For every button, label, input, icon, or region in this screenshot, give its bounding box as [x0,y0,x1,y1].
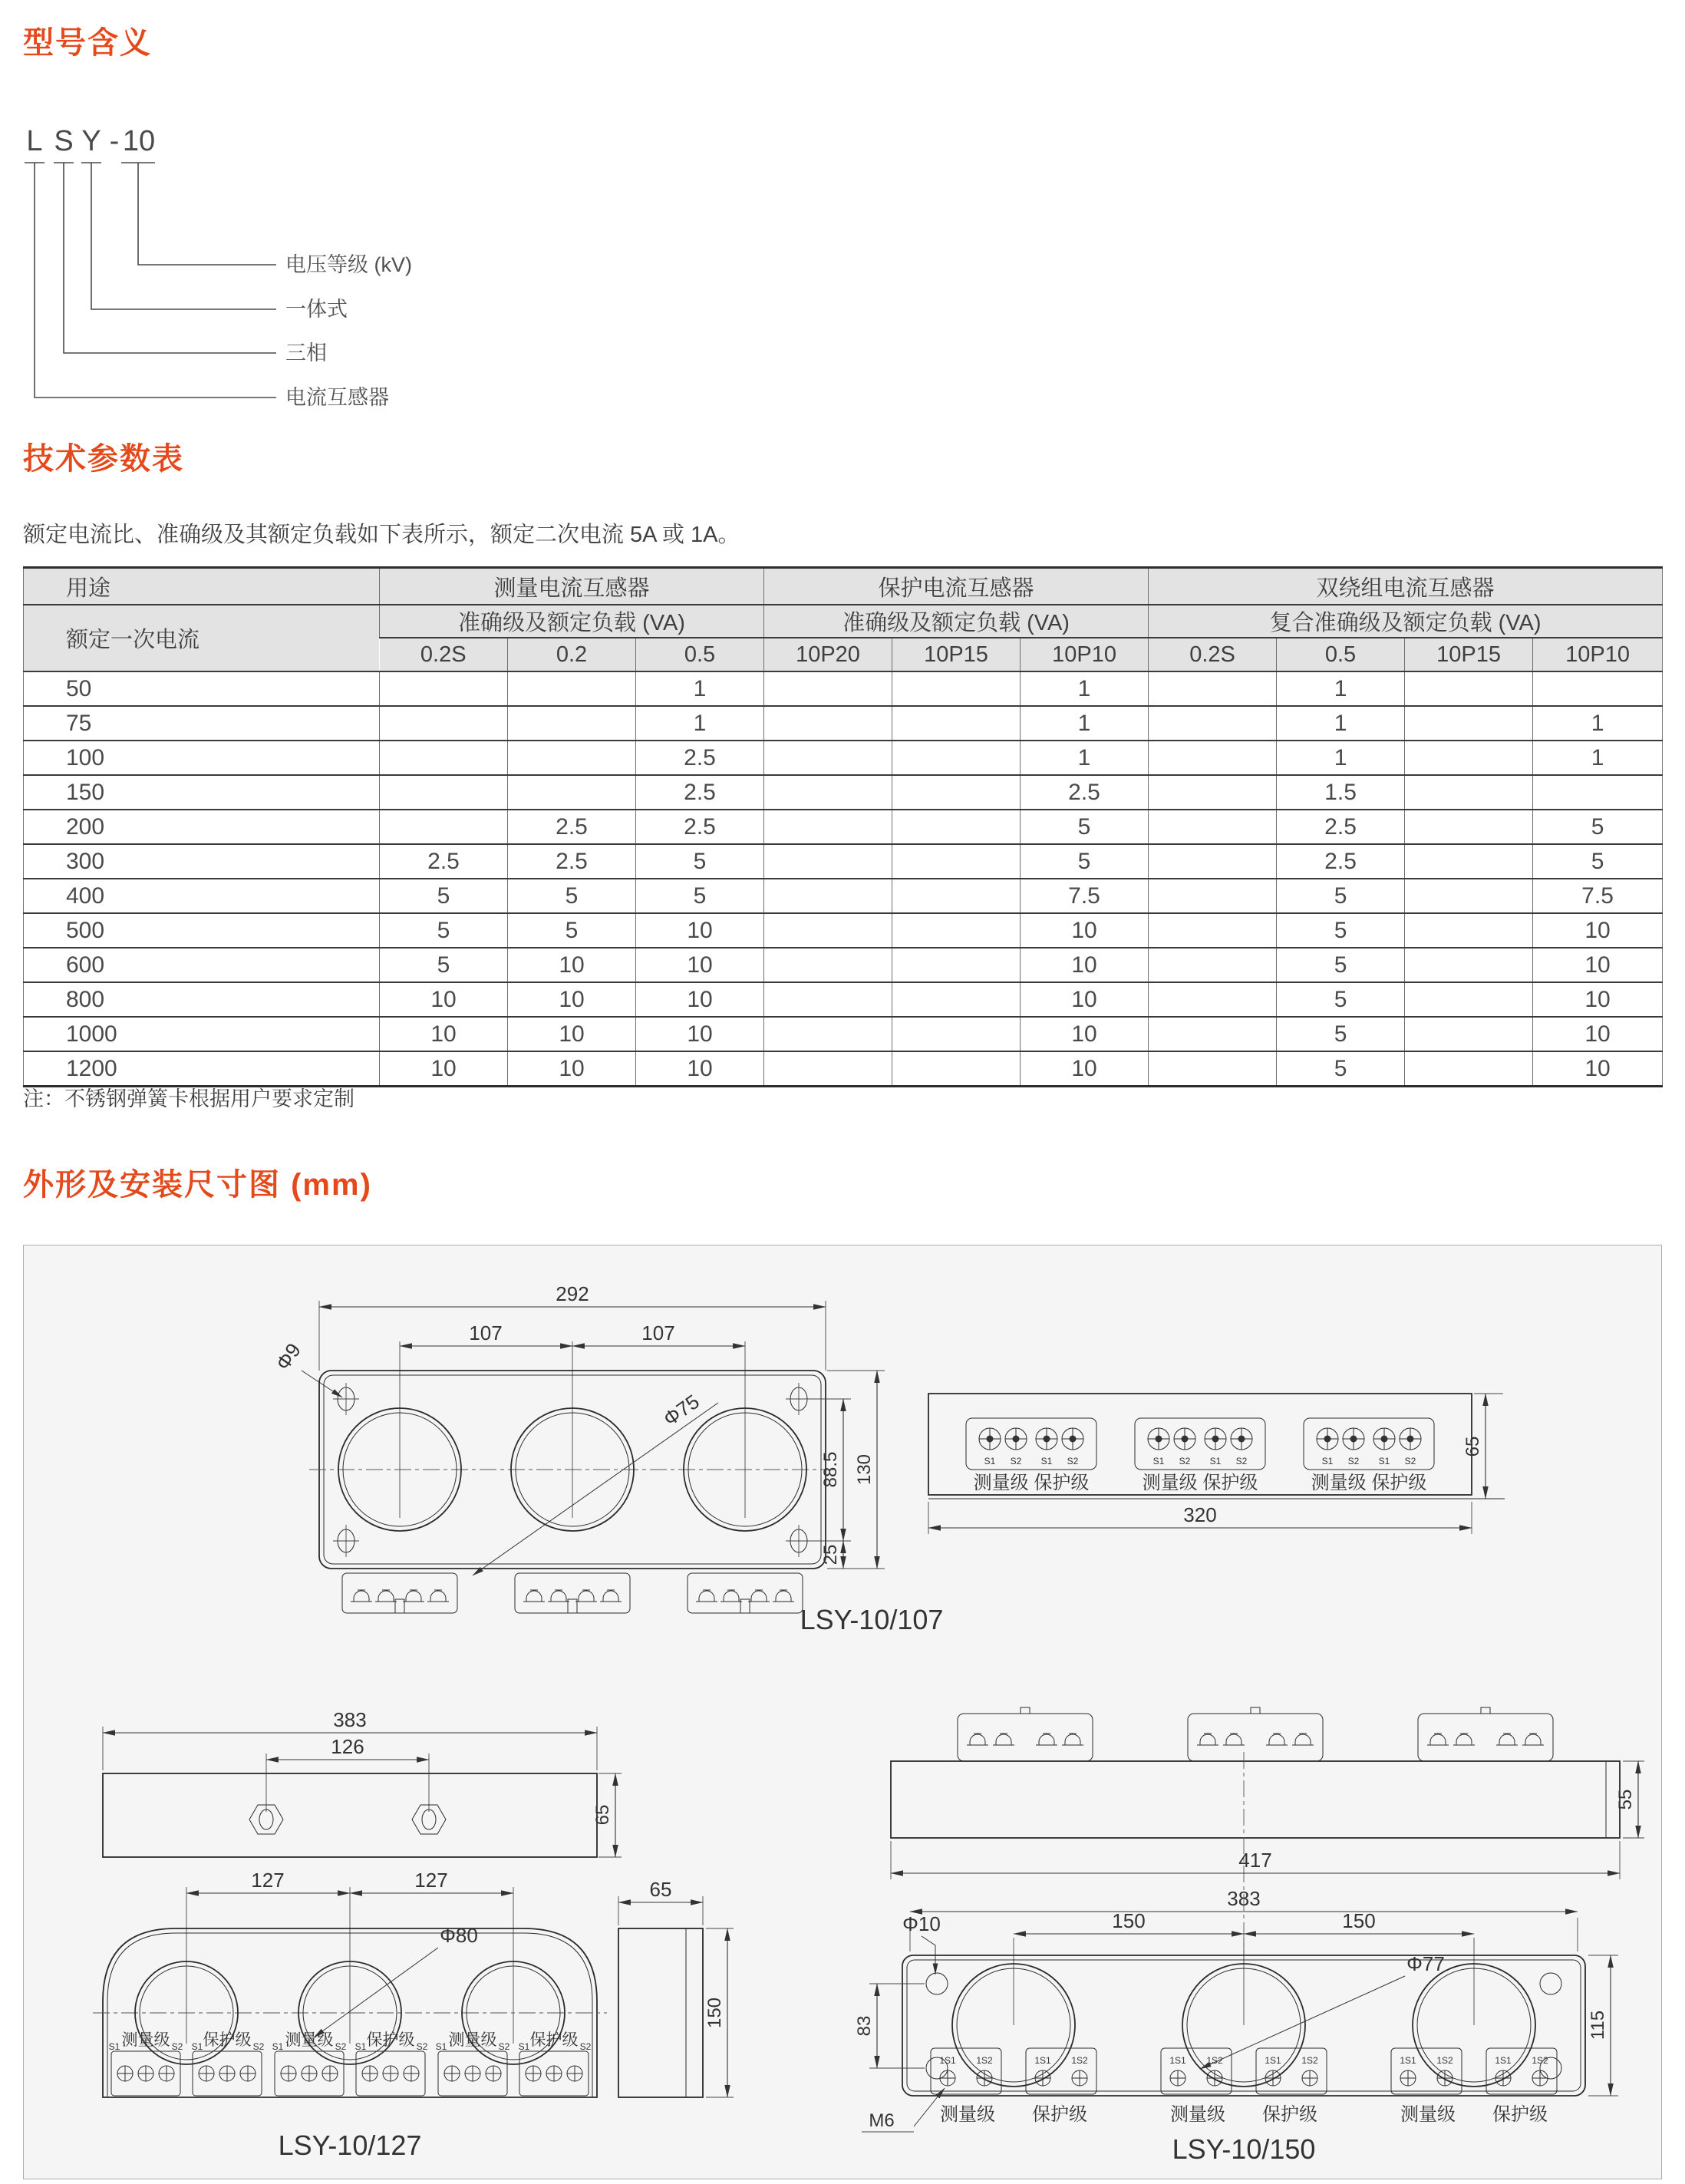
drawing-title-150: LSY-10/150 [1172,2133,1316,2165]
table-row [24,948,1663,982]
terminal-1s1: 1S1 [1495,2055,1512,2066]
table-cell-value [380,671,508,706]
terminal-1s1: 1S1 [939,2055,956,2066]
terminal-s1: S1 [354,2041,367,2052]
dim-127-left: 127 [251,1869,285,1892]
drawing-150-front-view [854,1909,1618,2165]
table-cell-value: 5 [1533,844,1663,879]
table-cell-current: 1000 [24,1017,380,1051]
model-char-dash: - [109,125,120,157]
dim-65-side: 65 [649,1878,672,1901]
terminal-s1: S1 [518,2041,530,2052]
table-cell-value: 5 [1277,982,1405,1017]
drawing-107-terminal-view [928,1394,1505,1534]
table-header-purpose: 用途 [24,568,380,605]
parameters-table-body [24,671,1663,1087]
table-cell-value: 5 [636,844,764,879]
protect-class-label: 保护级 [1262,2104,1317,2125]
model-char-10: 10 [122,125,156,157]
table-cell-value: 1 [636,671,764,706]
table-cell-value: 10 [1533,913,1663,948]
table-cell-value [1149,913,1277,948]
table-cell-value: 1 [1533,741,1663,775]
table-cell-value [1149,844,1277,879]
dim-25: 25 [820,1544,841,1565]
table-row [24,913,1663,948]
table-header-class: 0.2S [1149,638,1277,671]
dim-107-left: 107 [469,1321,503,1344]
table-cell-value: 2.5 [1277,844,1405,879]
terminal-s1: S1 [272,2041,284,2052]
table-cell-value: 1 [1277,671,1405,706]
table-header-class: 10P15 [892,638,1021,671]
table-cell-value: 2.5 [380,844,508,879]
table-row [24,1051,1663,1087]
table-cell-current: 75 [24,706,380,741]
model-code-text [26,125,155,157]
table-cell-value: 2.5 [636,741,764,775]
table-cell-value: 1 [1533,706,1663,741]
table-header-class: 10P10 [1533,638,1663,671]
table-cell-value: 10 [1021,913,1149,948]
table-row [24,879,1663,913]
table-header-class: 10P20 [764,638,892,671]
terminal-s2: S2 [1404,1456,1416,1466]
table-cell-value [1149,948,1277,982]
table-header-class: 0.5 [636,638,764,671]
dim-150-right: 150 [1342,1909,1376,1932]
dim-88-5: 88.5 [820,1451,841,1488]
table-cell-value [764,706,892,741]
table-cell-value [1149,1017,1277,1051]
table-cell-value [892,775,1021,810]
table-cell-value [1533,671,1663,706]
table-header-class: 0.2S [380,638,508,671]
table-cell-value [764,879,892,913]
dim-383-150: 383 [1227,1887,1261,1910]
table-cell-value [764,844,892,879]
table-cell-value: 10 [1021,948,1149,982]
terminal-s1: S1 [435,2041,447,2052]
table-cell-value: 2.5 [1021,775,1149,810]
table-cell-value [764,741,892,775]
table-cell-current: 1200 [24,1051,380,1087]
table-cell-value: 5 [1533,810,1663,844]
table-cell-value [764,810,892,844]
table-row [24,706,1663,741]
measure-class-label: 测量级 [1400,2104,1456,2125]
tech-params-heading: 技术参数表 [23,442,184,476]
table-cell-value: 5 [508,913,636,948]
table-cell-value: 5 [1021,810,1149,844]
table-cell-value [892,741,1021,775]
table-cell-value: 10 [1021,982,1149,1017]
table-cell-current: 100 [24,741,380,775]
dimension-drawings [24,1245,1661,2179]
terminal-s1: S1 [1040,1456,1053,1466]
terminal-group [1304,1418,1434,1493]
table-cell-value: 1.5 [1277,775,1405,810]
dim-126: 126 [331,1735,364,1758]
table-cell-value: 2.5 [508,810,636,844]
table-cell-value: 1 [1277,741,1405,775]
measure-class-label: 测量级 [285,2031,334,2049]
table-cell-value: 10 [508,982,636,1017]
drawing-107-front-view [271,1282,943,1635]
table-cell-value [764,913,892,948]
terminal-s1: S1 [1209,1456,1222,1466]
table-cell-value [892,844,1021,879]
table-cell-value: 1 [1021,741,1149,775]
terminal-s2: S2 [579,2041,592,2052]
table-cell-value [764,775,892,810]
table-cell-current: 50 [24,671,380,706]
terminal-class-label: 测量级 保护级 [973,1473,1090,1493]
table-cell-value: 10 [636,1051,764,1087]
table-header-group-0: 测量电流互感器 [380,568,764,605]
dim-115: 115 [1588,2010,1608,2040]
table-cell-value [1405,775,1533,810]
dim-417: 417 [1238,1849,1272,1872]
table-cell-value: 2.5 [636,810,764,844]
table-cell-value: 5 [380,948,508,982]
table-cell-value [1533,775,1663,810]
dim-65-terminal: 65 [1462,1436,1483,1457]
table-cell-current: 600 [24,948,380,982]
dim-320: 320 [1183,1503,1217,1526]
table-cell-value: 1 [1277,706,1405,741]
table-cell-value: 5 [380,879,508,913]
dim-65-127top: 65 [592,1804,613,1826]
terminal-1s2: 1S2 [1301,2055,1318,2066]
drawing-150-top-view [891,1707,1644,1963]
terminal-1s1: 1S1 [1169,2055,1186,2066]
terminal-s1: S1 [1378,1456,1390,1466]
terminal-s2: S2 [1010,1456,1022,1466]
table-cell-value: 10 [1533,982,1663,1017]
table-cell-value [380,706,508,741]
table-cell-value: 10 [380,1017,508,1051]
table-cell-current: 200 [24,810,380,844]
table-header-group-1: 保护电流互感器 [764,568,1149,605]
table-cell-value [1405,982,1533,1017]
table-cell-value: 7.5 [1021,879,1149,913]
table-header-group-2: 双绕组电流互感器 [1149,568,1663,605]
table-cell-value: 10 [380,1051,508,1087]
table-cell-value [1149,879,1277,913]
model-diagram-lines [25,163,276,398]
drawing-title-127: LSY-10/127 [278,2130,422,2161]
table-header-class: 0.2 [508,638,636,671]
terminal-class-label: 测量级 保护级 [1142,1473,1258,1493]
table-cell-value: 5 [1277,1017,1405,1051]
table-cell-value [764,671,892,706]
table-cell-value: 1 [1021,706,1149,741]
model-label-threephase: 三相 [285,341,327,365]
table-cell-current: 150 [24,775,380,810]
table-row [24,671,1663,706]
table-cell-value: 5 [1277,913,1405,948]
table-cell-value [1405,706,1533,741]
terminal-s2: S2 [416,2041,428,2052]
table-cell-value [892,1051,1021,1087]
table-cell-value [892,948,1021,982]
drawing-127-front-view [93,1869,607,2161]
model-char-l: L [26,125,43,157]
table-cell-value [1405,844,1533,879]
dim-150-side: 150 [704,1997,725,2029]
table-cell-value: 10 [380,982,508,1017]
table-cell-value [1405,671,1533,706]
table-row [24,775,1663,810]
table-cell-value [1405,1017,1533,1051]
terminal-1s1: 1S1 [1265,2055,1281,2066]
dim-phi77: Φ77 [1406,1952,1445,1975]
table-cell-value: 5 [508,879,636,913]
dim-hole-phi9: Φ9 [271,1338,306,1374]
intro-text: 额定电流比、准确级及其额定负载如下表所示，额定二次电流 5A 或 1A。 [23,523,740,547]
terminal-1s1: 1S1 [1034,2055,1051,2066]
table-cell-value: 5 [380,913,508,948]
table-cell-value: 1 [636,706,764,741]
terminal-s1: S1 [108,2041,120,2052]
table-cell-value [508,671,636,706]
table-cell-value [1405,879,1533,913]
table-cell-value [1149,775,1277,810]
table-row [24,1017,1663,1051]
table-cell-value: 10 [1021,1017,1149,1051]
model-label-integrated: 一体式 [285,298,348,321]
table-cell-value: 2.5 [1277,810,1405,844]
table-row [24,982,1663,1017]
table-cell-value: 2.5 [508,844,636,879]
table-cell-value: 10 [1533,1017,1663,1051]
terminal-s2: S2 [1347,1456,1360,1466]
table-cell-value [764,1051,892,1087]
drawing-title-107: LSY-10/107 [800,1604,944,1635]
protect-class-label: 保护级 [203,2031,252,2049]
protect-class-label: 保护级 [529,2031,579,2049]
protect-class-label: 保护级 [1032,2104,1087,2125]
dim-130: 130 [854,1453,875,1486]
terminal-1s2: 1S2 [976,2055,993,2066]
terminal-1s2: 1S2 [1071,2055,1088,2066]
measure-class-label: 测量级 [940,2104,995,2125]
dim-127-right: 127 [414,1869,448,1892]
terminal-s1: S1 [191,2041,203,2052]
table-cell-value: 1 [1021,671,1149,706]
table-cell-value: 10 [1533,948,1663,982]
drawing-127-top-view [103,1708,622,1857]
dim-55: 55 [1615,1789,1636,1810]
dim-107-right: 107 [641,1321,675,1344]
terminal-bump [1188,1707,1323,1761]
table-row [24,844,1663,879]
terminal-s2: S2 [335,2041,347,2052]
table-cell-current: 400 [24,879,380,913]
table-cell-value [764,982,892,1017]
table-cell-value [508,706,636,741]
table-cell-value [1149,706,1277,741]
table-cell-value: 10 [636,948,764,982]
table-cell-value: 10 [508,1051,636,1087]
dim-phi75: Φ75 [658,1390,704,1431]
table-cell-value [1149,1051,1277,1087]
table-cell-value [892,1017,1021,1051]
terminal-1s2: 1S2 [1436,2055,1453,2066]
measure-class-label: 测量级 [448,2031,497,2049]
table-cell-value: 10 [636,982,764,1017]
terminal-block [515,1573,630,1613]
dim-phi10: Φ10 [902,1912,941,1935]
table-cell-current: 500 [24,913,380,948]
terminal-s2: S2 [1179,1456,1191,1466]
dim-phi80: Φ80 [440,1924,478,1947]
terminal-1s2: 1S2 [1532,2055,1548,2066]
table-cell-value: 10 [636,913,764,948]
terminal-class-label: 测量级 保护级 [1311,1473,1427,1493]
table-header-primary-current: 额定一次电流 [24,605,380,671]
table-cell-value [892,810,1021,844]
terminal-bump [958,1707,1093,1761]
model-meaning-heading: 型号含义 [23,26,152,60]
table-header-sub-1: 准确级及额定负载 (VA) [764,605,1149,638]
table-cell-value [380,810,508,844]
table-header-sub-2: 复合准确级及额定负载 (VA) [1149,605,1663,638]
terminal-1s2: 1S2 [1206,2055,1223,2066]
dimensions-heading: 外形及安装尺寸图 (mm) [23,1168,372,1202]
terminal-s2: S2 [498,2041,510,2052]
terminal-s2: S2 [1235,1456,1248,1466]
table-cell-value [1405,810,1533,844]
table-cell-value [892,913,1021,948]
terminal-s2: S2 [1067,1456,1079,1466]
table-cell-value [1405,1051,1533,1087]
table-header-class: 10P15 [1405,638,1533,671]
table-header-class: 10P10 [1021,638,1149,671]
drawing-127-side-view [618,1878,734,2097]
table-cell-value [764,948,892,982]
table-cell-value [508,741,636,775]
table-header-class: 0.5 [1277,638,1405,671]
table-cell-current: 800 [24,982,380,1017]
table-cell-value [508,775,636,810]
table-cell-value [1405,948,1533,982]
parameters-table-head [24,568,1663,672]
table-cell-value [1405,741,1533,775]
table-cell-value: 10 [1021,1051,1149,1087]
table-cell-value [1149,671,1277,706]
terminal-s2: S2 [252,2041,265,2052]
dim-83: 83 [854,2015,875,2037]
table-cell-value: 10 [508,1017,636,1051]
table-row [24,741,1663,775]
dim-292: 292 [556,1282,589,1305]
table-cell-value: 10 [1533,1051,1663,1087]
terminal-block [342,1573,457,1613]
protect-class-label: 保护级 [366,2031,415,2049]
dim-m6: M6 [869,2110,895,2131]
model-code-diagram [23,114,514,428]
table-cell-value [1149,982,1277,1017]
dim-150-left: 150 [1112,1909,1146,1932]
measure-class-label: 测量级 [1170,2104,1225,2125]
table-cell-value [892,671,1021,706]
measure-class-label: 测量级 [121,2031,170,2049]
table-cell-value: 5 [1277,879,1405,913]
table-cell-value: 5 [1277,1051,1405,1087]
terminal-group [966,1418,1096,1493]
table-header-sub-0: 准确级及额定负载 (VA) [380,605,764,638]
terminal-block [688,1573,803,1613]
terminal-1s1: 1S1 [1400,2055,1416,2066]
table-cell-value [892,879,1021,913]
table-cell-value [1149,810,1277,844]
table-cell-current: 300 [24,844,380,879]
dimension-drawings-panel [23,1245,1662,2179]
model-label-voltage: 电压等级 (kV) [285,253,412,276]
dim-383-127: 383 [333,1708,367,1731]
table-cell-value [380,775,508,810]
table-cell-value [764,1017,892,1051]
table-cell-value: 10 [508,948,636,982]
table-cell-value [1405,913,1533,948]
parameters-table [23,566,1663,1087]
protect-class-label: 保护级 [1492,2104,1548,2125]
model-char-y: Y [81,125,101,157]
table-cell-value [380,741,508,775]
table-cell-value [1149,741,1277,775]
terminal-bump [1418,1707,1553,1761]
table-cell-value: 10 [636,1017,764,1051]
table-row [24,810,1663,844]
model-label-ct: 电流互感器 [285,386,389,409]
terminal-s1: S1 [984,1456,996,1466]
table-cell-value: 7.5 [1533,879,1663,913]
terminal-s1: S1 [1152,1456,1165,1466]
table-cell-value [892,982,1021,1017]
table-cell-value: 5 [636,879,764,913]
terminal-s1: S1 [1321,1456,1334,1466]
table-cell-value: 5 [1021,844,1149,879]
terminal-group [1135,1418,1265,1493]
terminal-s2: S2 [171,2041,183,2052]
table-note: 注：不锈钢弹簧卡根据用户要求定制 [23,1087,354,1110]
table-cell-value [892,706,1021,741]
table-cell-value: 2.5 [636,775,764,810]
model-char-s: S [54,125,74,157]
table-cell-value: 5 [1277,948,1405,982]
